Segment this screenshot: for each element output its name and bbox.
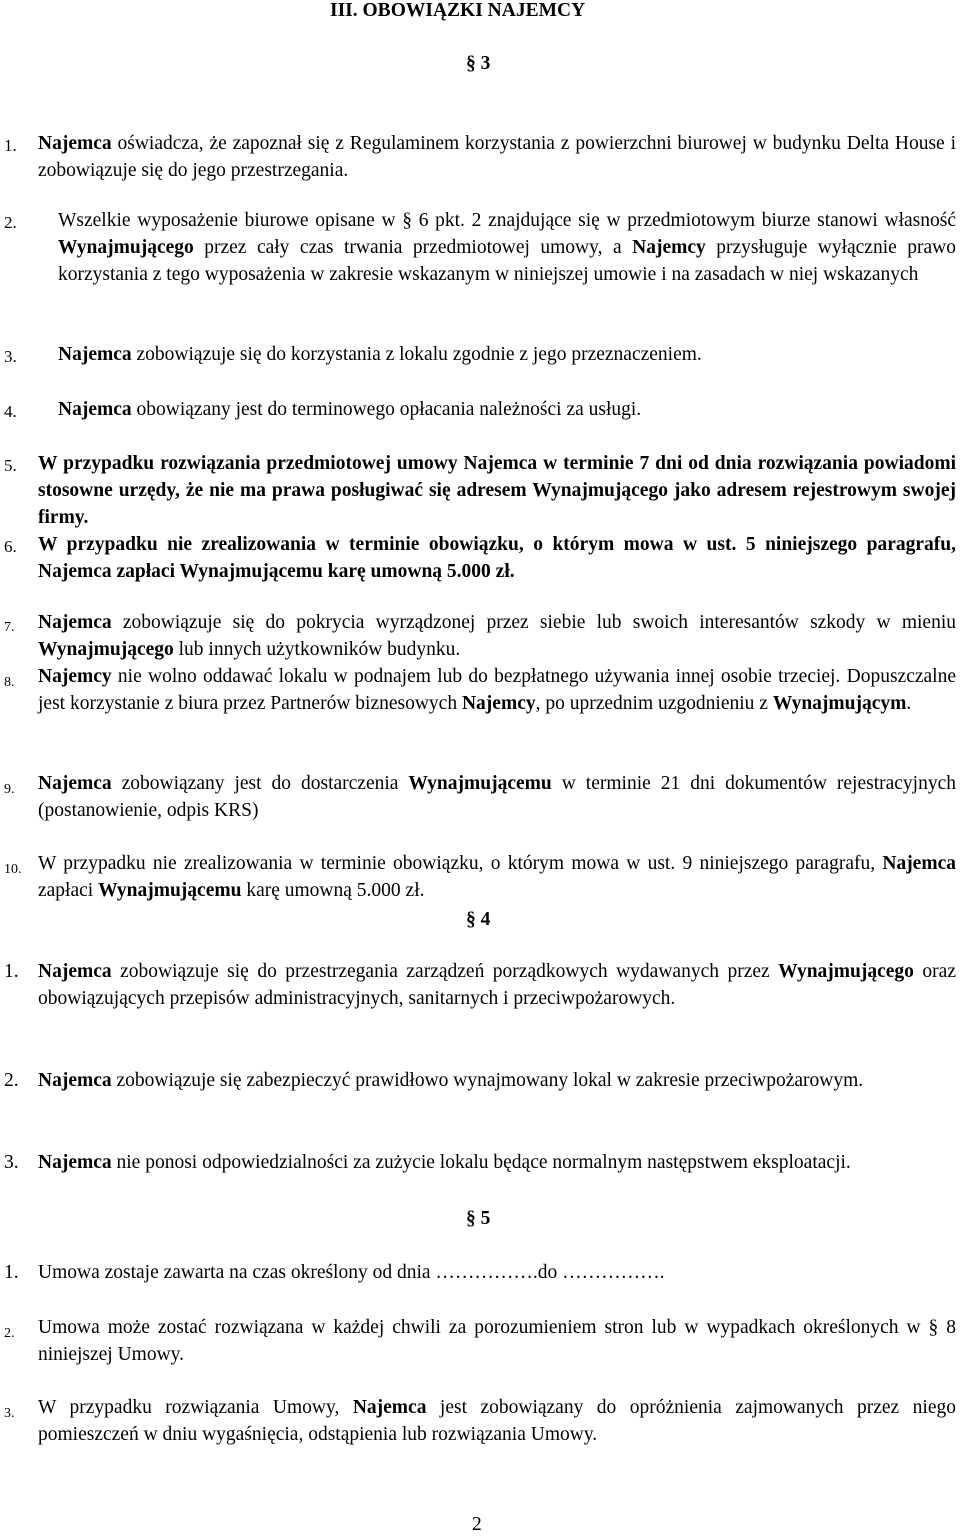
- text-run: Najemcy: [632, 237, 706, 258]
- s5-item-3: [38, 1394, 956, 1448]
- s3-item-6-number: 6.: [4, 537, 17, 556]
- text-run: lub innych użytkowników budynku.: [173, 639, 461, 660]
- text-run: przysługuje wyłącznie prawo korzystania z tego wyposażenia w zakresie wskazanym w niniejszej umowie i na zasadach w niej wskazanych: [58, 237, 957, 285]
- s3-item-4-number: 4.: [4, 402, 17, 421]
- text-run: .: [906, 693, 912, 714]
- s3-item-3: [58, 341, 956, 368]
- s3-item-5: [38, 450, 956, 531]
- s3-item-7-number: 7.: [4, 620, 15, 635]
- text-run: W przypadku rozwiązania Umowy,: [38, 1397, 353, 1418]
- s5-item-3-number: 3.: [4, 1406, 15, 1421]
- text-run: obowiązany jest do terminowego opłacania należności za usługi.: [131, 399, 642, 420]
- text-run: zobowiązany jest do dostarczenia: [111, 773, 409, 794]
- section-4-heading: § 4: [466, 909, 491, 930]
- s5-item-1-number: 1.: [4, 1262, 19, 1283]
- s3-item-6: [38, 531, 956, 585]
- text-run: Najemca: [882, 853, 956, 874]
- text-run: zobowiązuje się do pokrycia wyrządzonej przez siebie lub swoich interesantów szkody w mieniu: [111, 612, 956, 633]
- text-run: Wynajmującego: [58, 237, 194, 258]
- text-run: W przypadku rozwiązania przedmiotowej umowy Najemca w terminie 7 dni od dnia rozwiązania powiadomi stosowne urzędy, że nie ma prawa posługiwać się adresem Wynajmującego jako adresem rejestrowym swojej firmy.: [38, 453, 956, 528]
- s3-item-10: [38, 850, 956, 904]
- text-run: Najemcy: [38, 666, 112, 687]
- text-run: Najemca: [352, 1397, 427, 1418]
- s3-item-5-number: 5.: [4, 456, 17, 475]
- s3-item-2: [58, 207, 956, 288]
- s4-item-1: [38, 958, 956, 1012]
- s3-item-10-number: 10.: [4, 862, 22, 877]
- s4-item-3-number: 3.: [4, 1152, 19, 1173]
- s4-item-2: [38, 1067, 956, 1094]
- text-run: oraz obowiązujących przepisów administracyjnych, sanitarnych i przeciwpożarowych.: [38, 961, 956, 1009]
- text-run: Najemca: [58, 344, 132, 365]
- s5-item-2: [38, 1314, 956, 1368]
- text-run: W przypadku nie zrealizowania w terminie obowiązku, o którym mowa w ust. 9 niniejszego paragrafu,: [38, 853, 883, 874]
- text-run: W przypadku nie zrealizowania w terminie obowiązku, o którym mowa w ust. 5 niniejszego paragrafu, Najemca zapłaci Wynajmującemu karę umowną 5.000 zł.: [38, 534, 956, 582]
- s3-item-9: [38, 770, 956, 824]
- text-run: Najemca: [38, 773, 112, 794]
- s3-item-1: [38, 130, 956, 184]
- s4-item-3: [38, 1149, 956, 1176]
- text-run: Najemca: [38, 1152, 112, 1173]
- s5-item-2-number: 2.: [4, 1326, 15, 1341]
- text-run: Wynajmującego: [38, 639, 174, 660]
- s5-item-1: [38, 1259, 956, 1286]
- text-run: zapłaci: [38, 880, 99, 901]
- s3-item-8: [38, 663, 956, 717]
- text-run: nie ponosi odpowiedzialności za zużycie lokalu będące normalnym następstwem eksploatacji.: [111, 1152, 851, 1173]
- text-run: Najemca: [38, 133, 112, 154]
- text-run: w terminie 21 dni dokumentów rejestracyjnych (postanowienie, odpis KRS): [38, 773, 956, 821]
- page-number: 2: [472, 1514, 482, 1535]
- text-run: zobowiązuje się zabezpieczyć prawidłowo wynajmowany lokal w zakresie przeciwpożarowym.: [111, 1070, 864, 1091]
- text-run: Wynajmującemu: [408, 773, 552, 794]
- section-5-heading: § 5: [466, 1208, 491, 1229]
- text-run: , po uprzednim uzgodnieniu z: [535, 693, 773, 714]
- s3-item-9-number: 9.: [4, 782, 15, 797]
- text-run: zobowiązuje się do korzystania z lokalu zgodnie z jego przeznaczeniem.: [131, 344, 702, 365]
- text-run: Wszelkie wyposażenie biurowe opisane w § 6 pkt. 2 znajdujące się w przedmiotowym biurze stanowi własność: [58, 210, 956, 231]
- text-run: przez cały czas trwania przedmiotowej umowy, a: [193, 237, 633, 258]
- text-run: Najemca: [38, 961, 112, 982]
- s3-item-7: [38, 609, 956, 663]
- text-run: Wynajmującego: [778, 961, 914, 982]
- s3-item-8-number: 8.: [4, 675, 15, 690]
- text-run: Wynajmującym: [772, 693, 907, 714]
- text-run: Najemca: [38, 612, 112, 633]
- s3-item-2-number: 2.: [4, 213, 17, 232]
- text-run: Umowa może zostać rozwiązana w każdej chwili za porozumieniem stron lub w wypadkach określonych w § 8 niniejszej Umowy.: [38, 1317, 956, 1365]
- chapter-title: III. OBOWIĄZKI NAJEMCY: [330, 0, 586, 21]
- text-run: oświadcza, że zapoznał się z Regulaminem korzystania z powierzchni biurowej w budynku Delta House i zobowiązuje się do jego przestrzegania.: [38, 133, 956, 181]
- s3-item-4: [58, 396, 956, 423]
- s3-item-1-number: 1.: [4, 136, 17, 155]
- s4-item-2-number: 2.: [4, 1070, 19, 1091]
- text-run: karę umowną 5.000 zł.: [241, 880, 425, 901]
- section-3-heading: § 3: [466, 53, 491, 74]
- text-run: zobowiązuje się do przestrzegania zarządzeń porządkowych wydawanych przez: [111, 961, 779, 982]
- text-run: nie wolno oddawać lokalu w podnajem lub do bezpłatnego używania innej osobie trzeciej. Dopuszczalne jest korzystanie z biura przez Partnerów biznesowych: [38, 666, 956, 714]
- text-run: Umowa zostaje zawarta na czas określony od dnia …………….do …………….: [38, 1262, 665, 1283]
- text-run: Najemca: [38, 1070, 112, 1091]
- s4-item-1-number: 1.: [4, 961, 19, 982]
- text-run: jest zobowiązany do opróżnienia zajmowanych przez niego pomieszczeń w dniu wygaśnięcia, odstąpienia lub rozwiązania Umowy.: [38, 1397, 956, 1445]
- s3-item-3-number: 3.: [4, 347, 17, 366]
- text-run: Wynajmującemu: [98, 880, 242, 901]
- text-run: Najemca: [58, 399, 132, 420]
- text-run: Najemcy: [461, 693, 536, 714]
